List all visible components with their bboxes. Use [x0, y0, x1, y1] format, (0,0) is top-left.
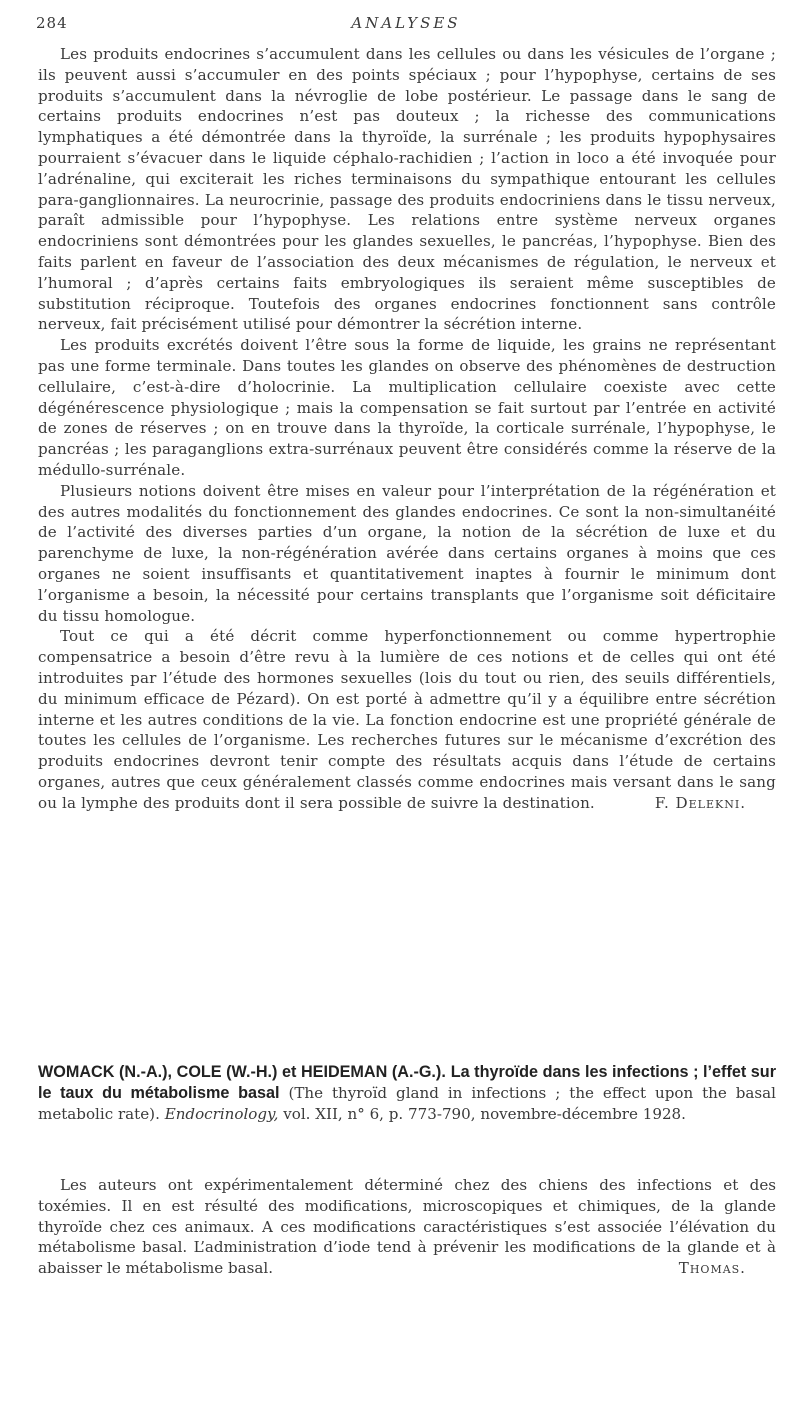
citation-authors: WOMACK (N.-A.), COLE (W.-H.) et HEIDEMAN (A.-G.).	[38, 1063, 446, 1081]
article-citation	[38, 1062, 776, 1125]
paragraph-3: Plusieurs notions doivent être mises en valeur pour l’interprétation de la régénération et des autres modalités du fonctionnement des glandes endocrines. Ce sont la non-simultanéité de l’activité des diverses parties d’un organe, la notion de la sécrétion de luxe et du parenchyme de luxe, la non-régénération avérée dans certains organes à moins que ces organes ne soient insuffisants et quantitativement inaptes à fournir le minimum dont l’organisme a besoin, la nécessité pour certains transplants que l’organisme soit déficitaire du tissu homologue.	[38, 481, 776, 625]
citation-block	[38, 1062, 776, 1125]
page-number: 284	[36, 14, 68, 32]
citation-details: vol. XII, n° 6, p. 773-790, novembre-décembre 1928.	[283, 1105, 686, 1123]
reviewer-signature: F. Delekni.	[654, 793, 746, 812]
page-header	[36, 14, 776, 38]
abstract	[38, 1175, 776, 1279]
running-title: ANALYSES	[351, 14, 461, 32]
paragraph-1: Les produits endocrines s’accumulent dans les cellules ou dans les vésicules de l’organe ; ils peuvent aussi s’accumuler en des points spéciaux ; pour l’hypophyse, certains de ses produits s’accumulent dans la névroglie de lobe postérieur. Le passage dans le sang de certains produits endocrines n’est pas douteux ; la richesse des communications lymphatiques a été démontrée dans la thyroïde, la surrénale ; les produits hypophysaires pourraient s’évacuer dans le liquide céphalo-rachidien ; l’action in loco a été invoquée pour l’adrénaline, qui exciterait les riches terminaisons du sympathique entourant les cellules para-ganglionnaires. La neurocrinie, passage des produits endocriniens dans le tissu nerveux, paraît admissible pour l’hypophyse. Les relations entre système nerveux organes endocriniens sont démontrées pour les glandes sexuelles, le pancréas, l’hypophyse. Bien des faits parlent en faveur de l’association des deux mécanismes de régulation, le nerveux et l’humoral ; d’après certains faits embryologiques ils seraient même susceptibles de substitution réciproque. Toutefois des organes endocrines fonctionnent sans contrôle nerveux, fait précisément utilisé pour démontrer la sécrétion interne.	[38, 45, 776, 334]
citation-translation: (The thyroïd gland in infections ; the effect upon the basal metabolic rate).	[38, 1084, 776, 1123]
citation-title: La thyroïde dans les infections ; l’effet sur le taux du métabolisme basal	[38, 1063, 776, 1102]
abstract-signature: Thomas.	[678, 1259, 746, 1278]
paragraph-2: Les produits excrétés doivent l’être sous la forme de liquide, les grains ne représentant pas une forme terminale. Dans toutes les glandes on observe des phénomènes de destruction cellulaire, c’est-à-dire d’holocrinie. La multiplication cellulaire coexiste avec cette dégénérescence physiologique ; mais la compensation se fait surtout par l’entrée en activité de zones de réserves ; on en trouve dans la thyroïde, la corticale surrénale, l’hypophyse, le pancréas ; les paraganglions extra-surrénaux peuvent être considérés comme la réserve de la médullo-surrénale.	[38, 336, 776, 479]
citation-journal: Endocrinology,	[164, 1105, 279, 1123]
abstract-paragraph: Les auteurs ont expérimentalement déterminé chez des chiens des infections et des toxémies. Il en est résulté des modifications, microscopiques et chimiques, de la glande thyroïde chez ces animaux. A ces modifications caractéristiques s’est associée l’élévation du métabolisme basal. L’administration d’iode tend à prévenir les modifications de la glande et à abaisser le métabolisme basal.	[38, 1176, 776, 1278]
previous-review-text	[38, 44, 776, 813]
paragraph-4: Tout ce qui a été décrit comme hyperfonctionnement ou comme hypertrophie compensatrice a besoin d’être revu à la lumière de ces notions et de celles qui ont été introduites par l’étude des hormones sexuelles (lois du tout ou rien, des seuils différentiels, du minimum efficace de Pézard). On est porté à admettre qu’il y a équilibre entre sécrétion interne et les autres conditions de la vie. La fonction endocrine est une propriété générale de toutes les cellules de l’organisme. Les recherches futures sur le mécanisme d’excrétion des produits endocrines devront tenir compte des résultats acquis dans l’étude de certains organes, autres que ceux généralement classés comme endocrines mais versant dans le sang ou la lymphe des produits dont il sera possible de suivre la destination.	[38, 627, 776, 812]
